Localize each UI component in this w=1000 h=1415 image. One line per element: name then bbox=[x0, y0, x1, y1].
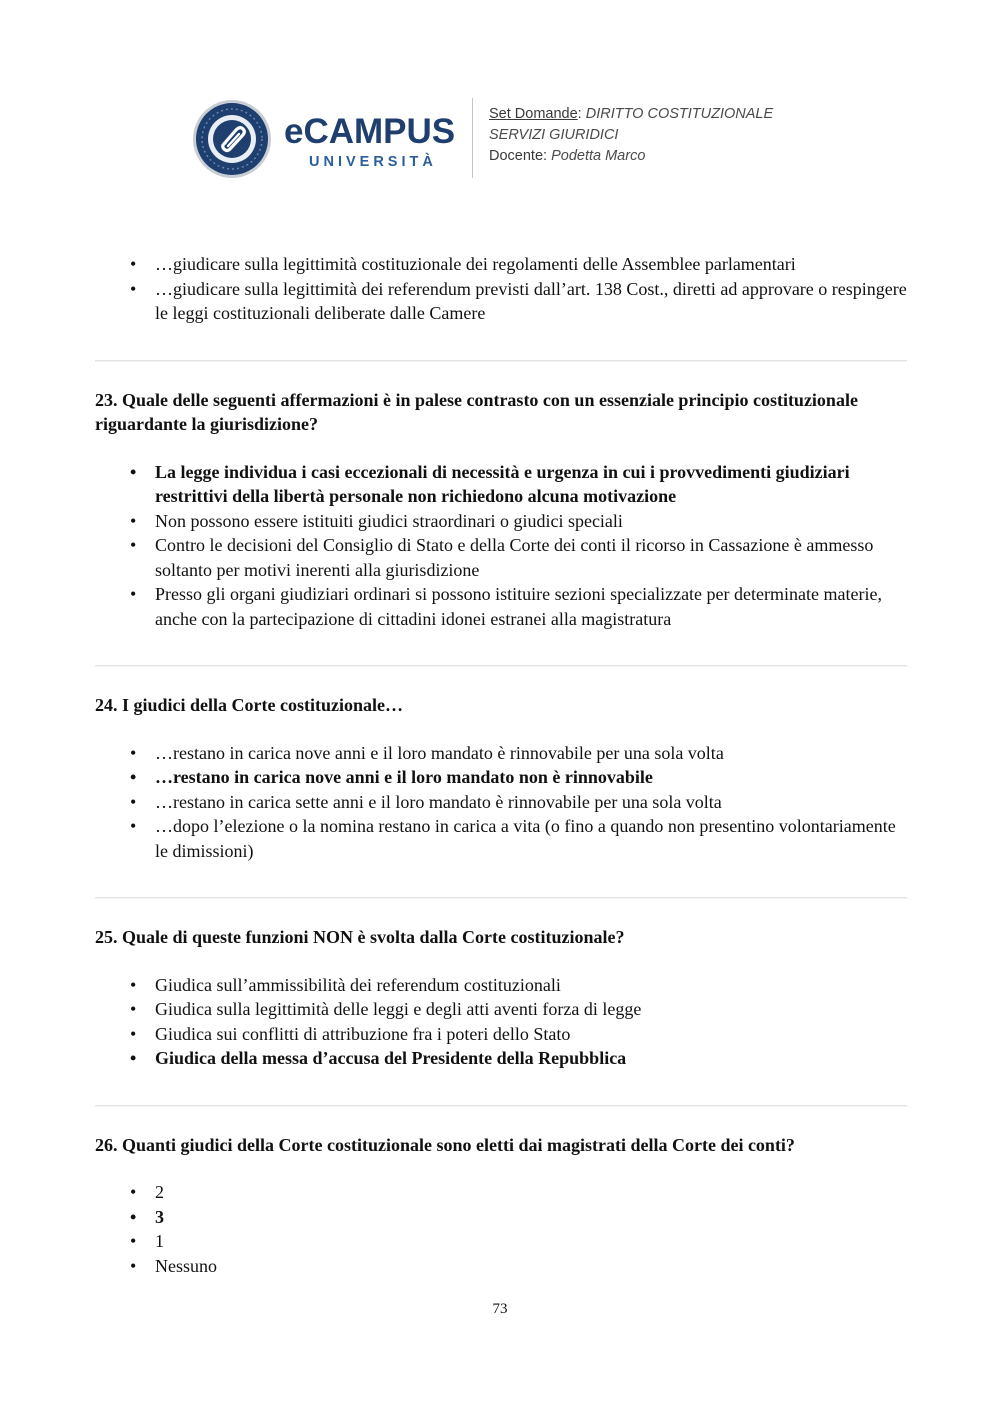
option-text: 2 bbox=[155, 1182, 164, 1202]
bullet: • bbox=[130, 1048, 137, 1068]
option-text: 1 bbox=[155, 1231, 164, 1251]
set-value: DIRITTO COSTITUZIONALE bbox=[585, 106, 774, 122]
bullet: • bbox=[130, 1206, 137, 1227]
teacher-value: Podetta Marco bbox=[551, 148, 646, 164]
bullet: • bbox=[130, 791, 137, 812]
course-meta bbox=[489, 104, 773, 167]
teacher-line: Docente: Podetta Marco bbox=[489, 148, 646, 164]
page-content bbox=[95, 252, 907, 1278]
list-item-correct bbox=[95, 1205, 907, 1230]
ecampus-university-label: UNIVERSITÀ bbox=[309, 154, 437, 170]
question-title: 25. Quale di queste funzioni NON è svolta dalla Corte costituzionale? bbox=[95, 927, 625, 947]
option-text: …giudicare sulla legittimità dei referendum previsti dall’art. 138 Cost., diretti ad approvare o respingere le leggi costituzionali deliberate dalle Camere bbox=[155, 278, 907, 323]
list-item bbox=[95, 1229, 907, 1254]
list-item bbox=[95, 814, 907, 863]
ecampus-seal-logo bbox=[192, 99, 272, 179]
bullet: • bbox=[130, 974, 137, 995]
options-list bbox=[95, 973, 907, 1071]
bullet: • bbox=[130, 742, 137, 763]
bullet: • bbox=[130, 584, 137, 604]
option-text: …restano in carica sette anni e il loro mandato è rinnovabile per una sola volta bbox=[155, 791, 722, 812]
ecampus-wordmark: eCAMPUS bbox=[284, 112, 456, 151]
page-number: 73 bbox=[492, 1301, 508, 1317]
question-23 bbox=[95, 388, 907, 632]
bullet: • bbox=[130, 278, 137, 299]
question-title: 23. Quale delle seguenti affermazioni è in palese contrasto con un essenziale principio costituzionale riguardante la giurisdizione? bbox=[95, 389, 858, 434]
option-text: Giudica sull’ammissibilità dei referendum costituzionali bbox=[155, 974, 561, 995]
list-item-correct bbox=[95, 765, 907, 790]
list-item-correct bbox=[95, 460, 907, 509]
list-item bbox=[95, 1254, 907, 1279]
list-item bbox=[95, 582, 907, 631]
list-item bbox=[95, 790, 907, 815]
course-line bbox=[489, 125, 773, 146]
list-item bbox=[95, 1180, 907, 1205]
options-list bbox=[95, 741, 907, 864]
set-label: Set Domande bbox=[489, 106, 578, 122]
options-list bbox=[95, 460, 907, 632]
options-list bbox=[95, 1180, 907, 1278]
list-item bbox=[95, 1022, 907, 1047]
option-text: …restano in carica nove anni e il loro mandato è rinnovabile per una sola volta bbox=[155, 742, 724, 763]
list-item-correct bbox=[95, 1046, 907, 1071]
bullet: • bbox=[130, 816, 137, 836]
option-text: 3 bbox=[155, 1206, 164, 1227]
question-26 bbox=[95, 1133, 907, 1279]
previous-question-options bbox=[95, 252, 907, 326]
question-title: 26. Quanti giudici della Corte costituzionale sono eletti dai magistrati della Corte dei conti? bbox=[95, 1134, 795, 1155]
list-item bbox=[95, 741, 907, 766]
question-title: 24. I giudici della Corte costituzionale… bbox=[95, 695, 403, 715]
option-text: Presso gli organi giudiziari ordinari si possono istituire sezioni specializzate per determinate materie, anche con la partecipazione di cittadini idonei estranei alla magistratura bbox=[155, 584, 882, 629]
option-text: La legge individua i casi eccezionali di necessità e urgenza in cui i provvedimenti giudiziari restrittivi della libertà personale non richiedono alcuna motivazione bbox=[155, 461, 850, 506]
bullet: • bbox=[130, 1255, 137, 1276]
page-header bbox=[192, 92, 832, 182]
set-line: Set Domande: DIRITTO COSTITUZIONALE bbox=[489, 106, 774, 122]
bullet: • bbox=[130, 1182, 137, 1202]
option-text: …restano in carica nove anni e il loro mandato non è rinnovabile bbox=[155, 767, 653, 787]
bullet: • bbox=[130, 461, 137, 482]
bullet: • bbox=[130, 1023, 137, 1044]
list-item bbox=[95, 252, 907, 277]
question-25 bbox=[95, 925, 907, 1071]
list-item bbox=[95, 533, 907, 582]
list-item bbox=[95, 277, 907, 326]
bullet: • bbox=[130, 767, 137, 787]
bullet: • bbox=[130, 254, 137, 274]
bullet: • bbox=[130, 535, 137, 555]
bullet: • bbox=[130, 999, 137, 1019]
option-text: Giudica sui conflitti di attribuzione fra i poteri dello Stato bbox=[155, 1023, 571, 1044]
option-text: Contro le decisioni del Consiglio di Stato e della Corte dei conti il ricorso in Cassazione è ammesso soltanto per motivi inerenti alla giurisdizione bbox=[155, 535, 874, 580]
option-text: …dopo l’elezione o la nomina restano in carica a vita (o fino a quando non presentino volontariamente le dimissioni) bbox=[155, 816, 896, 861]
list-item bbox=[95, 997, 907, 1022]
bullet: • bbox=[130, 1231, 137, 1251]
option-text: Giudica sulla legittimità delle leggi e degli atti aventi forza di legge bbox=[155, 999, 642, 1019]
question-24 bbox=[95, 693, 907, 863]
option-text: Giudica della messa d’accusa del Presidente della Repubblica bbox=[155, 1048, 627, 1068]
teacher-label: Docente bbox=[489, 148, 544, 164]
option-text: Non possono essere istituiti giudici straordinari o giudici speciali bbox=[155, 510, 623, 531]
option-text: …giudicare sulla legittimità costituzionale dei regolamenti delle Assemblee parlamentari bbox=[155, 254, 796, 274]
list-item bbox=[95, 973, 907, 998]
option-text: Nessuno bbox=[155, 1255, 217, 1276]
list-item bbox=[95, 509, 907, 534]
course-value: SERVIZI GIURIDICI bbox=[489, 127, 619, 143]
header-divider bbox=[472, 98, 473, 178]
bullet: • bbox=[130, 510, 137, 531]
